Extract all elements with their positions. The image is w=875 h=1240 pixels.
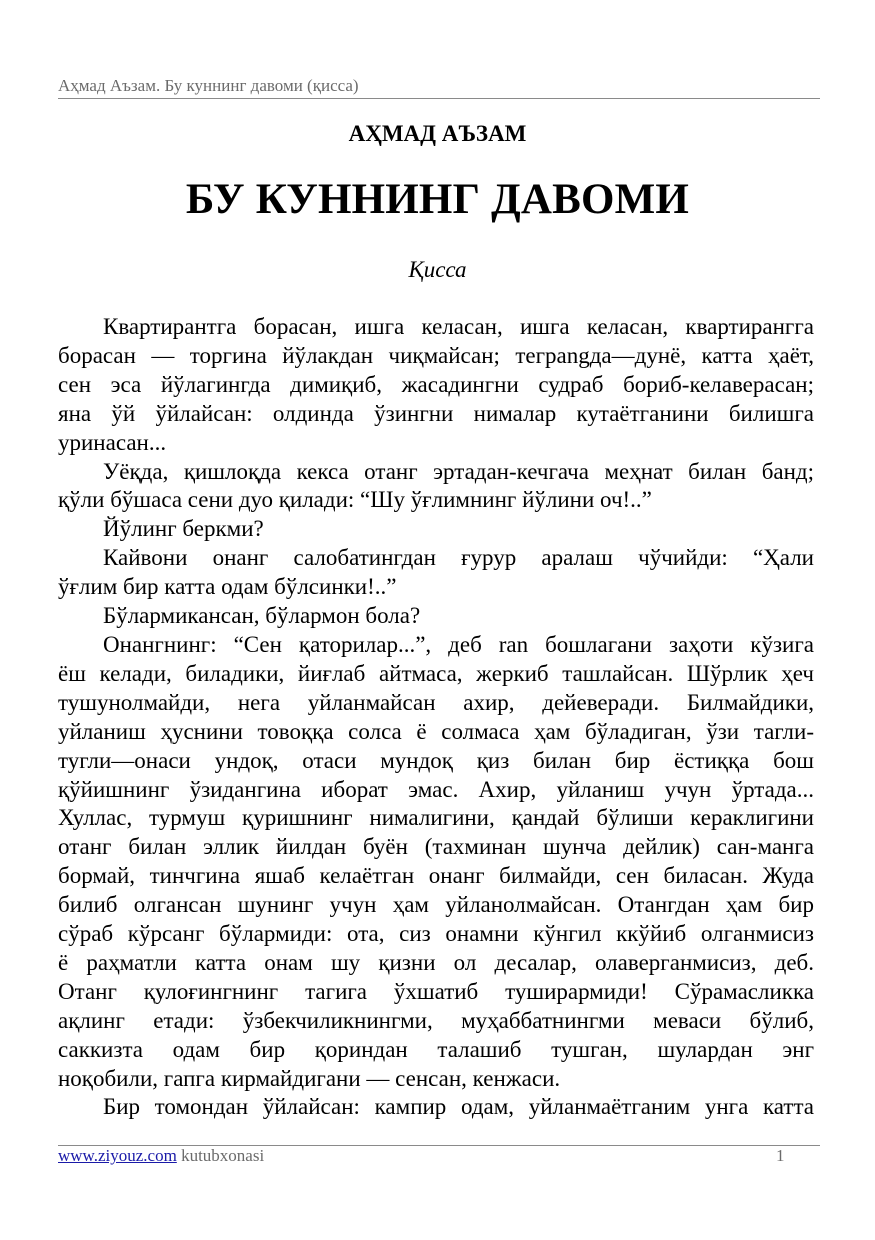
text-line: уйланиш ҳуснини товоққа солса ё солмаса ҳам бўладиган, ўзи тагли- [58, 718, 814, 744]
text-line: тугли—онаси ундоқ, отаси мундоқ қиз билан бир ёстиққа бош [58, 747, 814, 773]
library-label: kutubxonasi [181, 1146, 265, 1165]
text-line: қўли бўшаса сени дуо қилади: “Шу ўғлимнинг йўлини оч!..” [58, 487, 652, 513]
text-line: сўраб кўрсанг бўлармиди: ота, сиз онамни кўнгил ккўйиб олганмисиз [58, 921, 814, 947]
text-line: Отанг қулоғингнинг тагига ўхшатиб туширармиди! Сўрамасликка [58, 978, 814, 1004]
text-line: тушунолмайди, нега уйланмайсан ахир, дейеверади. Билмайдики, [58, 689, 814, 715]
text-line: Бир томондан ўйлайсан: кампир одам, уйланмаётганим унга катта [103, 1094, 814, 1120]
text-line: Бўлармикансан, бўлармон бола? [103, 603, 421, 629]
text-line: ёш келади, биладики, йиғлаб айтмаса, жеркиб ташлайсан. Шўрлик ҳеч [58, 660, 814, 686]
text-line: Хуллас, турмуш қуришнинг нималигини, қандай бўлиши кераклигини [58, 805, 814, 831]
text-line: ўғлим бир катта одам бўлсинки!..” [58, 574, 397, 600]
text-line: Йўлинг беркми? [103, 516, 264, 542]
text-line: билиб олгансан шунинг учун ҳам уйланолмайсан. Отангдан ҳам бир [58, 892, 814, 918]
running-header: Аҳмад Аъзам. Бу куннинг давоми (қисса) [58, 76, 359, 95]
text-line: қўйишнинг ўзидангина иборат эмас. Ахир, уйланиш учун ўртада... [58, 776, 814, 802]
text-line: ақлинг етади: ўзбекчиликнингми, муҳаббатнингми меваси бўлиб, [58, 1007, 814, 1033]
genre-label: Қисса [408, 257, 467, 282]
body-text [58, 313, 814, 1122]
text-line: Уёқда, қишлоқда кекса отанг эртадан-кечгача меҳнат билан банд; [103, 458, 814, 484]
text-line: сен эса йўлагингда димиқиб, жасадингни судраб бориб-келаверасан; [58, 371, 814, 397]
text-line: Онангнинг: “Сен қаторилар...”, деб ran бошлагани заҳоти кўзига [103, 631, 814, 657]
text-line: уринасан... [58, 429, 167, 455]
author-name: АҲМАД АЪЗАМ [348, 121, 527, 146]
text-line: бормай, тинчгина яшаб келаётган онанг билмайди, сен биласан. Жуда [58, 863, 814, 889]
text-line: Кайвони онанг салобатингдан ғурур аралаш чўчийди: “Ҳали [103, 545, 814, 571]
text-line: яна ўй ўйлайсан: олдинда ўзингни нималар кутаётганини билишга [58, 400, 814, 426]
text-line: ноқобили, гапга кирмайдигани — сенсан, кенжаси. [58, 1065, 561, 1091]
text-line: отанг билан эллик йилдан буён (тахминан шунча дейлик) сан-манга [58, 834, 814, 860]
header-rule [58, 98, 820, 99]
footer-source [58, 1146, 264, 1166]
page-number: 1 [776, 1146, 785, 1165]
text-line: ё раҳматли катта онам шу қизни ол десалар, олаверганмисиз, деб. [58, 949, 814, 975]
text-line: Квартирантга борасан, ишга келасан, ишга келасан, квартирангга [103, 314, 814, 339]
site-link[interactable]: www.ziyouz.com [58, 1146, 177, 1165]
book-title: БУ КУННИНГ ДАВОМИ [185, 176, 690, 223]
text-line: саккизта одам бир қориндан талашиб тушган, шулардан энг [58, 1036, 814, 1062]
text-line: борасан — торгина йўлакдан чиқмайсан; теграngда—дунё, катта ҳаёт, [58, 342, 814, 368]
